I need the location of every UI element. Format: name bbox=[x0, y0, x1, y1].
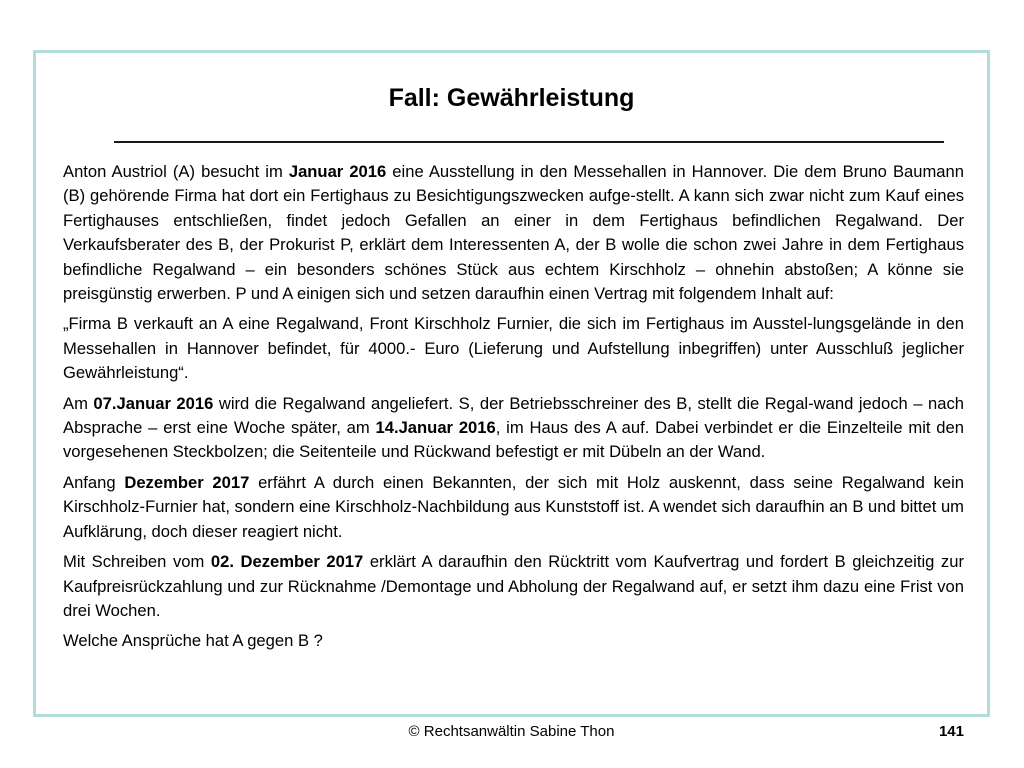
case-paragraph bbox=[63, 312, 964, 385]
text-run: erklärt A daraufhin den Rücktritt vom Kaufvertrag und fordert B gleichzeitig zur Kaufpreisrückzahlung und zur Rücknahme /Demontage und Abholung der Regalwand auf, er setzt ihm dazu eine Frist von drei Wochen. bbox=[63, 552, 964, 620]
case-paragraph bbox=[63, 471, 964, 544]
title-underline bbox=[114, 141, 944, 143]
text-run: Welche Ansprüche hat A gegen B ? bbox=[63, 631, 323, 651]
date-emphasis: 02. Dezember 2017 bbox=[210, 552, 364, 572]
case-paragraph bbox=[63, 550, 964, 623]
text-run: „Firma B verkauft an A eine Regalwand, Front Kirschholz Furnier, die sich im Fertighaus im Ausstel-lungsgelände in den Messehallen in Hannover befindet, für 4000.- Euro (Lieferung und Aufstellung inbegriffen) unter Ausschluß jeglicher Gewährleistung“. bbox=[63, 314, 964, 383]
text-run: erfährt A durch einen Bekannten, der sich mit Holz auskennt, dass seine Regalwand kein Kirschholz-Furnier hat, sondern eine Kirschholz-Nachbildung aus Kunststoff ist. A wendet sich daraufhin an B und bittet um Aufklärung, doch dieser reagiert nicht. bbox=[63, 472, 964, 541]
text-run: Anfang bbox=[63, 472, 125, 492]
text-run: Mit Schreiben vom bbox=[63, 552, 211, 572]
text-run: wird die Regalwand angeliefert. S, der Betriebsschreiner des B, stellt die Regal-wand jedoch – nach Absprache – erst eine Woche später, am bbox=[63, 393, 964, 438]
slide-footer bbox=[33, 722, 990, 742]
case-paragraph bbox=[63, 160, 964, 306]
copyright-notice: © Rechtsanwältin Sabine Thon bbox=[408, 723, 615, 740]
text-run: , im Haus des A auf. Dabei verbindet er die Einzelteile mit den vorgesehenen Steckbolzen; die Seitenteile und Rückwand befestigt er mit Dübeln an der Wand. bbox=[63, 418, 964, 462]
date-emphasis: Dezember 2017 bbox=[124, 472, 250, 492]
date-emphasis: 07.Januar 2016 bbox=[93, 393, 214, 413]
date-emphasis: 14.Januar 2016 bbox=[375, 418, 496, 438]
slide-title: Fall: Gewährleistung bbox=[388, 84, 635, 112]
slide-frame bbox=[33, 50, 990, 717]
text-run: Anton Austriol (A) besucht im bbox=[63, 162, 289, 181]
text-run: eine Ausstellung in den Messehallen in Hannover. Die dem Bruno Baumann (B) gehörende Firma hat dort ein Fertighaus zu Besichtigungszwecken aufge-stellt. A kann sich zwar nicht zum Kauf eines Fertighauses entschließen, findet jedoch Gefallen an einer in dem Fertighaus befindlichen Regalwand. Der Verkaufsberater des B, der Prokurist P, erklärt dem Interessenten A, der B wolle die schon zwei Jahre in dem Fertighaus befindliche Regalwand – ein besonders schönes Stück aus echtem Kirschholz – ohnehin abstoßen; A könne sie preisgünstig erwerben. P und A einigen sich und setzen daraufhin einen Vertrag mit folgendem Inhalt auf: bbox=[63, 162, 964, 304]
case-paragraph bbox=[63, 629, 964, 653]
date-emphasis: Januar 2016 bbox=[288, 162, 387, 181]
page-number: 141 bbox=[938, 723, 964, 740]
case-paragraph bbox=[63, 392, 964, 465]
text-run: Am bbox=[63, 393, 94, 413]
case-text bbox=[63, 160, 964, 660]
